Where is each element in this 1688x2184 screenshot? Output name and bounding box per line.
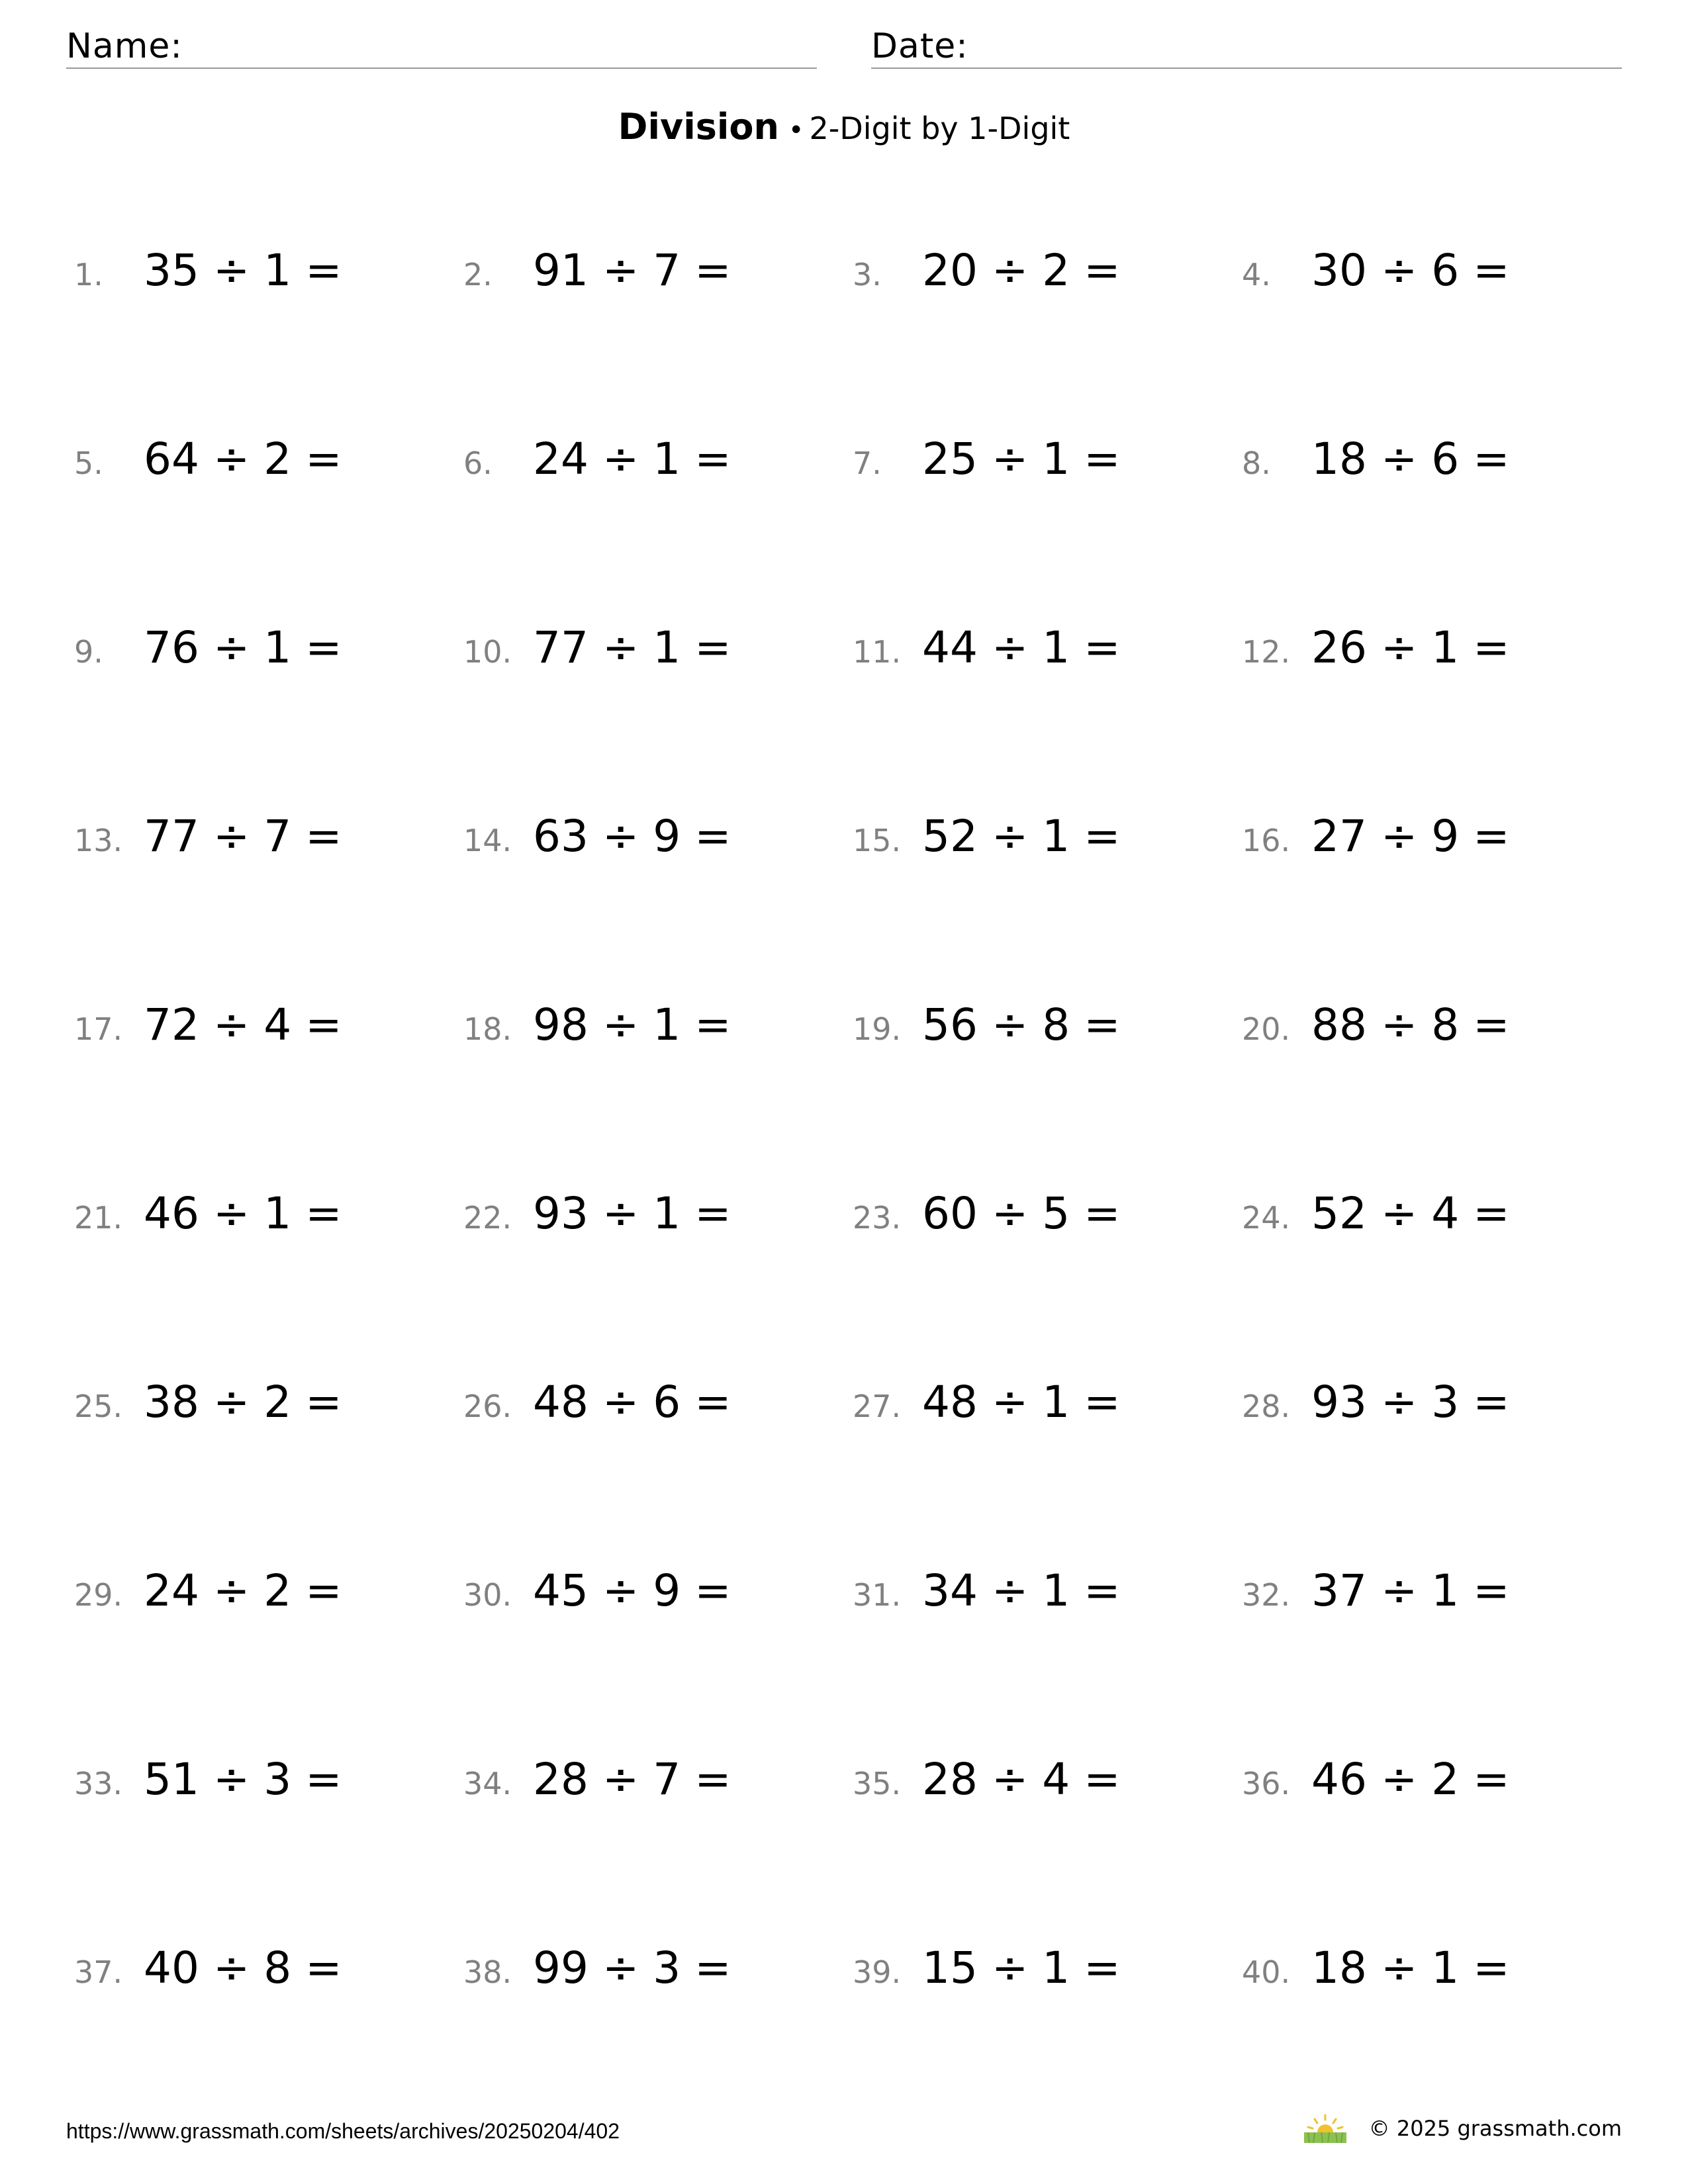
problem-item <box>1242 433 1630 513</box>
problem-expression: 15 ÷ 1 = <box>922 1942 1121 1993</box>
problem-expression: 76 ÷ 1 = <box>144 622 342 673</box>
problem-number: 21. <box>74 1200 123 1236</box>
problem-item <box>1242 1754 1630 1833</box>
problem-expression: 60 ÷ 5 = <box>922 1188 1121 1239</box>
problem-expression: 51 ÷ 3 = <box>144 1754 342 1805</box>
problem-expression: 30 ÷ 6 = <box>1311 245 1510 296</box>
problem-item <box>463 811 853 890</box>
problem-number: 37. <box>74 1954 123 1990</box>
problem-item <box>853 245 1242 324</box>
problem-item <box>853 1188 1242 1267</box>
problem-number: 39. <box>853 1954 902 1990</box>
problem-number: 22. <box>463 1200 512 1236</box>
problem-item <box>853 1942 1242 2022</box>
problem-item <box>1242 999 1630 1079</box>
problem-number: 33. <box>74 1766 123 1801</box>
problem-number: 9. <box>74 634 103 670</box>
problem-expression: 64 ÷ 2 = <box>144 433 342 484</box>
problem-item <box>74 1942 463 2022</box>
problem-item <box>74 1188 463 1267</box>
problem-item <box>463 1942 853 2022</box>
problem-item <box>853 999 1242 1079</box>
problem-item <box>853 1565 1242 1645</box>
problem-expression: 48 ÷ 6 = <box>533 1377 731 1428</box>
problem-expression: 24 ÷ 2 = <box>144 1565 342 1616</box>
problem-number: 2. <box>463 257 492 293</box>
problem-expression: 52 ÷ 4 = <box>1311 1188 1510 1239</box>
problem-expression: 25 ÷ 1 = <box>922 433 1121 484</box>
problem-item <box>74 1754 463 1833</box>
problem-number: 8. <box>1242 445 1271 481</box>
problem-number: 27. <box>853 1388 902 1424</box>
name-label: Name: <box>66 26 183 66</box>
problem-number: 4. <box>1242 257 1271 293</box>
problem-expression: 20 ÷ 2 = <box>922 245 1121 296</box>
problem-number: 18. <box>463 1011 512 1047</box>
problem-number: 10. <box>463 634 512 670</box>
problem-number: 25. <box>74 1388 123 1424</box>
problem-number: 31. <box>853 1577 902 1613</box>
problem-number: 23. <box>853 1200 902 1236</box>
problem-number: 28. <box>1242 1388 1291 1424</box>
problem-item <box>74 1377 463 1456</box>
problem-expression: 37 ÷ 1 = <box>1311 1565 1510 1616</box>
problem-expression: 44 ÷ 1 = <box>922 622 1121 673</box>
problem-expression: 91 ÷ 7 = <box>533 245 731 296</box>
problem-expression: 48 ÷ 1 = <box>922 1377 1121 1428</box>
problem-item <box>463 622 853 702</box>
problem-item <box>853 622 1242 702</box>
problem-item <box>1242 1188 1630 1267</box>
problem-item <box>1242 1377 1630 1456</box>
problem-number: 11. <box>853 634 902 670</box>
problem-number: 5. <box>74 445 103 481</box>
problem-expression: 26 ÷ 1 = <box>1311 622 1510 673</box>
problem-number: 36. <box>1242 1766 1291 1801</box>
problem-number: 38. <box>463 1954 512 1990</box>
problem-expression: 28 ÷ 7 = <box>533 1754 731 1805</box>
problem-expression: 45 ÷ 9 = <box>533 1565 731 1616</box>
problem-expression: 98 ÷ 1 = <box>533 999 731 1050</box>
problem-item <box>74 622 463 702</box>
problem-expression: 56 ÷ 8 = <box>922 999 1121 1050</box>
title-subtitle: 2-Digit by 1-Digit <box>809 111 1070 146</box>
problem-expression: 63 ÷ 9 = <box>533 811 731 862</box>
problem-expression: 35 ÷ 1 = <box>144 245 342 296</box>
problem-number: 17. <box>74 1011 123 1047</box>
problem-number: 35. <box>853 1766 902 1801</box>
problem-number: 30. <box>463 1577 512 1613</box>
problem-item <box>853 1754 1242 1833</box>
problem-expression: 24 ÷ 1 = <box>533 433 731 484</box>
problem-item <box>463 1754 853 1833</box>
problem-number: 24. <box>1242 1200 1291 1236</box>
problem-expression: 77 ÷ 1 = <box>533 622 731 673</box>
problem-number: 16. <box>1242 823 1291 858</box>
problem-number: 29. <box>74 1577 123 1613</box>
problem-number: 15. <box>853 823 902 858</box>
problem-number: 7. <box>853 445 882 481</box>
problem-number: 13. <box>74 823 123 858</box>
problem-expression: 27 ÷ 9 = <box>1311 811 1510 862</box>
problem-item <box>74 1565 463 1645</box>
problem-item <box>74 999 463 1079</box>
problem-number: 32. <box>1242 1577 1291 1613</box>
problem-item <box>463 245 853 324</box>
problem-number: 12. <box>1242 634 1291 670</box>
problem-item <box>853 433 1242 513</box>
problem-expression: 99 ÷ 3 = <box>533 1942 731 1993</box>
problem-expression: 34 ÷ 1 = <box>922 1565 1121 1616</box>
date-field[interactable] <box>871 25 1622 69</box>
problem-expression: 38 ÷ 2 = <box>144 1377 342 1428</box>
problem-item <box>74 811 463 890</box>
problem-expression: 93 ÷ 3 = <box>1311 1377 1510 1428</box>
problem-number: 6. <box>463 445 492 481</box>
problem-expression: 28 ÷ 4 = <box>922 1754 1121 1805</box>
name-field[interactable] <box>66 25 817 69</box>
problem-number: 40. <box>1242 1954 1291 1990</box>
problem-number: 19. <box>853 1011 902 1047</box>
problem-item <box>74 245 463 324</box>
problem-item <box>1242 1942 1630 2022</box>
problem-expression: 46 ÷ 1 = <box>144 1188 342 1239</box>
problem-number: 3. <box>853 257 882 293</box>
problem-item <box>1242 1565 1630 1645</box>
problem-item <box>1242 622 1630 702</box>
problem-item <box>853 811 1242 890</box>
problem-expression: 93 ÷ 1 = <box>533 1188 731 1239</box>
problem-item <box>463 1377 853 1456</box>
problem-expression: 52 ÷ 1 = <box>922 811 1121 862</box>
problem-expression: 72 ÷ 4 = <box>144 999 342 1050</box>
worksheet-title <box>0 106 1688 148</box>
problem-item <box>74 433 463 513</box>
problem-expression: 77 ÷ 7 = <box>144 811 342 862</box>
problem-expression: 18 ÷ 1 = <box>1311 1942 1510 1993</box>
problem-expression: 46 ÷ 2 = <box>1311 1754 1510 1805</box>
problem-expression: 88 ÷ 8 = <box>1311 999 1510 1050</box>
title-main: Division <box>618 106 779 148</box>
sun-over-grass-icon <box>1301 2114 1349 2143</box>
title-bullet: • <box>788 115 804 146</box>
problem-item <box>463 433 853 513</box>
problem-expression: 40 ÷ 8 = <box>144 1942 342 1993</box>
footer-brand <box>1301 2114 1622 2143</box>
problem-number: 26. <box>463 1388 512 1424</box>
problem-item <box>853 1377 1242 1456</box>
problem-item <box>463 999 853 1079</box>
problem-grid <box>74 245 1630 2131</box>
date-label: Date: <box>871 26 968 66</box>
problem-number: 14. <box>463 823 512 858</box>
problem-item <box>463 1188 853 1267</box>
problem-number: 20. <box>1242 1011 1291 1047</box>
problem-expression: 18 ÷ 6 = <box>1311 433 1510 484</box>
problem-number: 34. <box>463 1766 512 1801</box>
footer-copyright: © 2025 grassmath.com <box>1368 2116 1622 2141</box>
problem-item <box>1242 811 1630 890</box>
problem-number: 1. <box>74 257 103 293</box>
problem-item <box>463 1565 853 1645</box>
problem-item <box>1242 245 1630 324</box>
footer-url[interactable]: https://www.grassmath.com/sheets/archives/20250204/402 <box>66 2119 620 2143</box>
